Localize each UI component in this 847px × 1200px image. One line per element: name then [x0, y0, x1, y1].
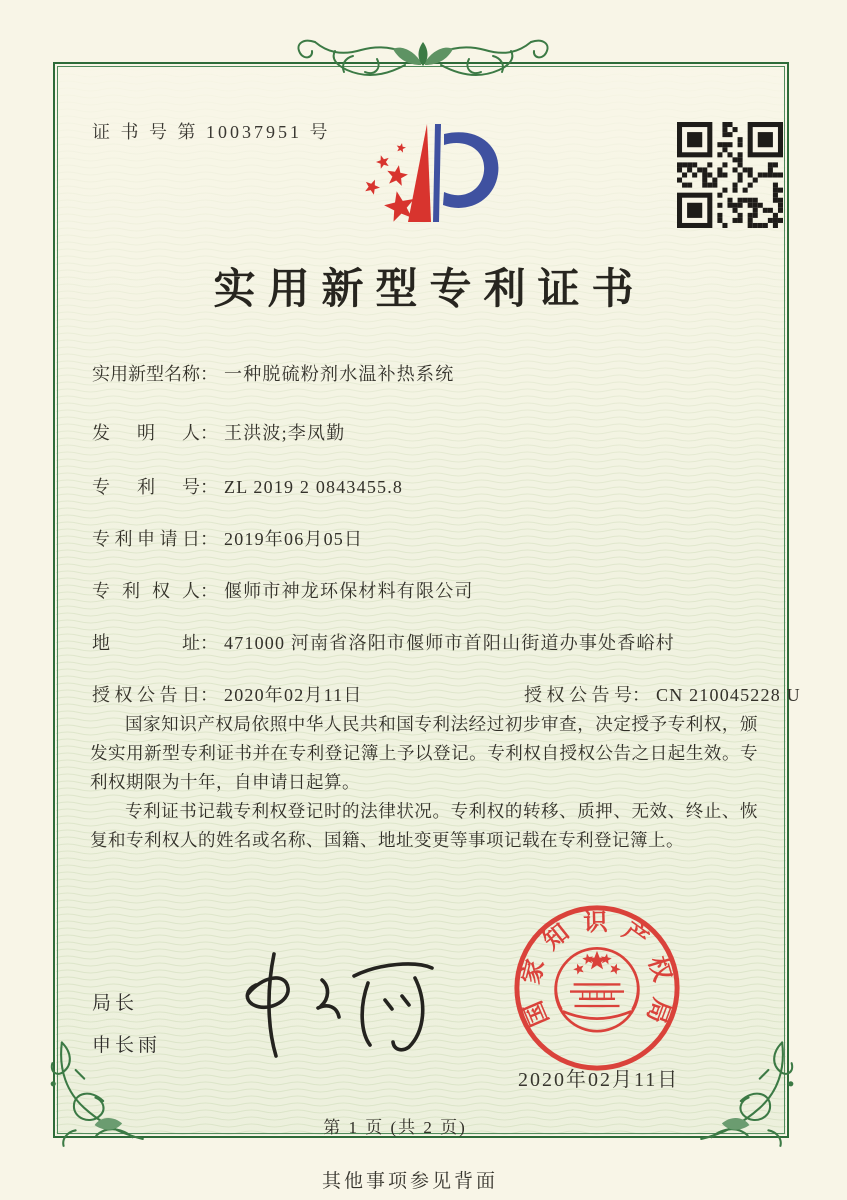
field-value: 471000 河南省洛阳市偃师市首阳山街道办事处香峪村 [224, 633, 675, 653]
field-label: 授权公告号 [524, 685, 632, 705]
cnipa-logo-icon [338, 110, 518, 238]
back-side-note: 其他事项参见背面 [322, 1171, 499, 1192]
field-patent-number: 专利号： ZL 2019 2 0843455.8 [92, 473, 403, 499]
commissioner-signature [218, 942, 443, 1062]
field-patentee: 专利权人： 偃师市神龙环保材料有限公司 [92, 577, 474, 603]
field-grant-row [92, 681, 801, 707]
certificate-number: 证 书 号 第 10037951 号 [92, 122, 331, 142]
field-label: 地址 [92, 633, 200, 653]
field-value: 偃师市神龙环保材料有限公司 [224, 581, 474, 601]
corner-flourish-icon [36, 1032, 148, 1158]
field-inventors: 发明人： 王洪波;李凤勤 [92, 419, 345, 445]
field-label: 专利权人 [92, 581, 200, 601]
legal-paragraph: 国家知识产权局依照中华人民共和国专利法经过初步审查，决定授予专利权，颁发实用新型专利证书并在专利登记簿上予以登记。专利权自授权公告之日起生效。专利权期限为十年，自申请日起算。 [90, 714, 758, 792]
field-grant-date: 授权公告日： 2020年02月11日 [92, 685, 363, 705]
commissioner-title: 局长 [92, 993, 139, 1014]
field-filing-date: 专利申请日： 2019年06月05日 [92, 525, 363, 551]
field-value: 王洪波;李凤勤 [224, 423, 346, 443]
field-utility-model-name: 实用新型名称： 一种脱硫粉剂水温补热系统 [92, 360, 454, 386]
cnipa-official-seal [507, 898, 687, 1078]
field-label: 发明人 [92, 423, 200, 443]
field-label: 专利号 [92, 477, 200, 497]
legal-paragraph: 专利证书记载专利权登记时的法律状况。专利权的转移、质押、无效、终止、恢复和专利权人的姓名或名称、国籍、地址变更等事项记载在专利登记簿上。 [90, 801, 758, 850]
commissioner-name: 申长雨 [92, 1035, 162, 1056]
field-label: 实用新型名称 [92, 364, 200, 384]
seal-agency-text: 国家知识产权局 [517, 909, 676, 1030]
top-scroll-ornament [293, 32, 553, 94]
field-label: 授权公告日 [92, 685, 200, 705]
seal-date: 2020年02月11日 [518, 1069, 680, 1091]
page-number: 第 1 页 (共 2 页) [323, 1118, 467, 1137]
qr-code [677, 122, 783, 228]
national-emblem-icon [556, 948, 639, 1031]
certificate-title: 实用新型专利证书 [213, 267, 646, 313]
field-value: 一种脱硫粉剂水温补热系统 [224, 364, 455, 384]
field-label: 专利申请日 [92, 529, 200, 549]
field-address: 地址： 471000 河南省洛阳市偃师市首阳山街道办事处香峪村 [92, 629, 675, 655]
legal-text-block [90, 710, 758, 855]
field-value: ZL 2019 2 0843455.8 [224, 477, 404, 497]
field-value: 2019年06月05日 [224, 529, 364, 549]
field-grant-number: 授权公告号： CN 210045228 U [524, 681, 801, 707]
field-value: CN 210045228 U [656, 685, 801, 705]
corner-flourish-icon [696, 1032, 808, 1158]
field-value: 2020年02月11日 [224, 685, 363, 705]
